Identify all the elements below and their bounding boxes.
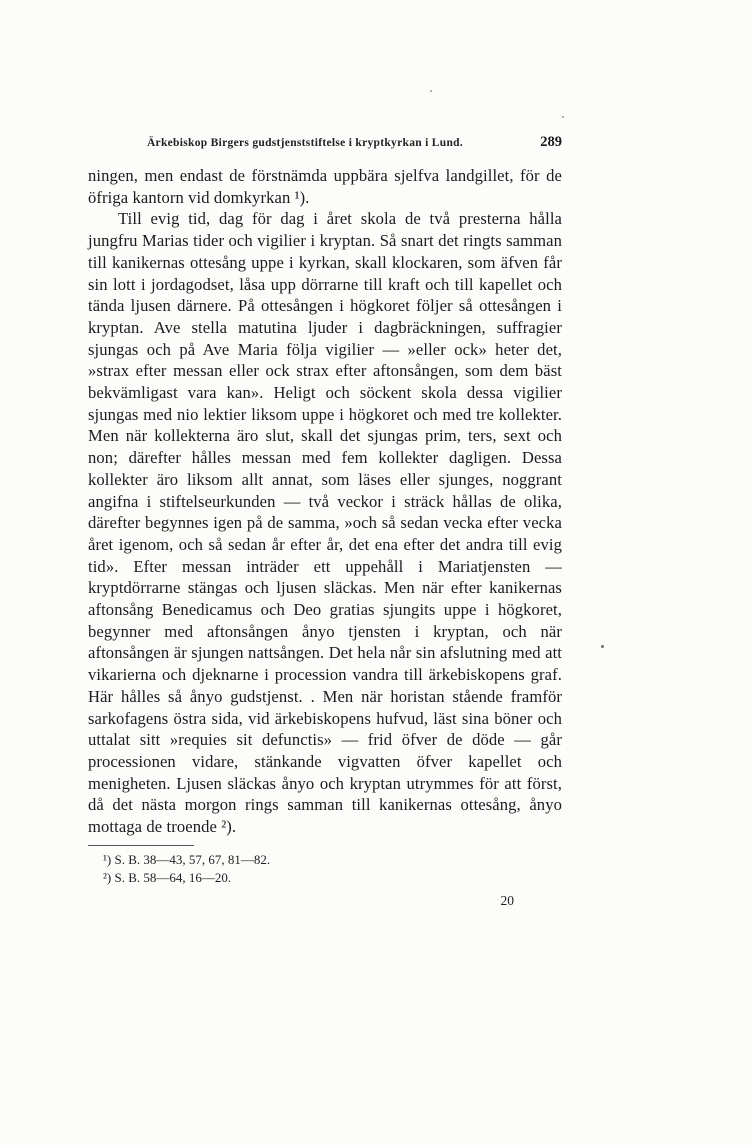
body-paragraph-main: Till evig tid, dag för dag i året skola de två presterna hålla jungfru Marias tider och vigilier i kryptan. Så snart det ringts samman till kanikernas ottesång uppe i kyrkan, skall klockaren, som äfven får sin lott i jordagodset, låsa upp dörrarne till kraft och till kapellet och tända ljusen därnere. På ottesången i högkoret följer så ottesången i kryptan. Ave stella matutina ljuder i dagbräckningen, suffragier sjungas och på Ave Maria följa vigilier — »eller ock» heter det, »strax efter messan eller ock strax efter aftonsången, som dem bäst bekvämligast vara kan». Heligt och söckent skola dessa vigilier sjungas med nio lektier liksom uppe i högkoret och med tre kollekter. Men när kollekterna äro slut, skall det sjungas prim, ters, sext och non; därefter hålles messan med fem kollekter dagligen. Dessa kollekter äro liksom allt annat, som läses eller sjunges, noggrant angifna i stiftelseurkunden — två veckor i sträck hållas de olika, därefter begynnes igen på de samma, »och så sedan vecka efter vecka året igenom, och så sedan år efter år, det ena efter det andra till evig tid». Efter messan inträder ett uppehåll i Mariatjensten — kryptdörrarne stängas och ljusen släckas. Men när efter kanikernas aftonsång Benedicamus och Deo gratias sjungits uppe i högkoret, begynner med aftonsången ånyo tjensten i kryptan, och när aftonsången är sjungen nattsången. Det hela når sin afslutning med att vikarierna och djeknarne i procession vandra till ärkebiskopens graf. Här hålles så ånyo gudstjenst. . Men när horistan stående framför sarkofagens östra sida, vid ärkebiskopens hufvud, läst sina böner och uttalat sitt »requies sit defunctis» — frid öfver de döde — går processionen vidare, stänkande vigvatten öfver kapellet och menigheten. Ljusen släckas ånyo och kryptan utrymmes för att först, då det nästa morgon rings samman till kanikernas ottesång, ånyo mottaga de troende ²).: [88, 209, 562, 837]
footnote-block: [88, 845, 562, 888]
running-header: [88, 134, 562, 151]
footnote-1: ¹) S. B. 38—43, 57, 67, 81—82.: [103, 851, 271, 867]
text-column: [88, 134, 562, 909]
signature-mark: 20: [500, 892, 514, 908]
body-text: [88, 165, 562, 838]
running-header-title: Ärkebiskop Birgers gudstjenststiftelse i kryptkyrkan i Lund.: [146, 137, 464, 149]
footnote-rule: [88, 845, 194, 846]
scan-speck: [562, 116, 564, 118]
scan-speck: [601, 645, 604, 648]
body-paragraph-continuation: ningen, men endast de förstnämda uppbära sjelfva landgillet, för de öfriga kantorn vid domkyrkan ¹).: [88, 166, 562, 207]
footnote-2: ²) S. B. 58—64, 16—20.: [103, 870, 232, 886]
page-number: 289: [540, 134, 562, 150]
scan-speck: [430, 90, 432, 92]
